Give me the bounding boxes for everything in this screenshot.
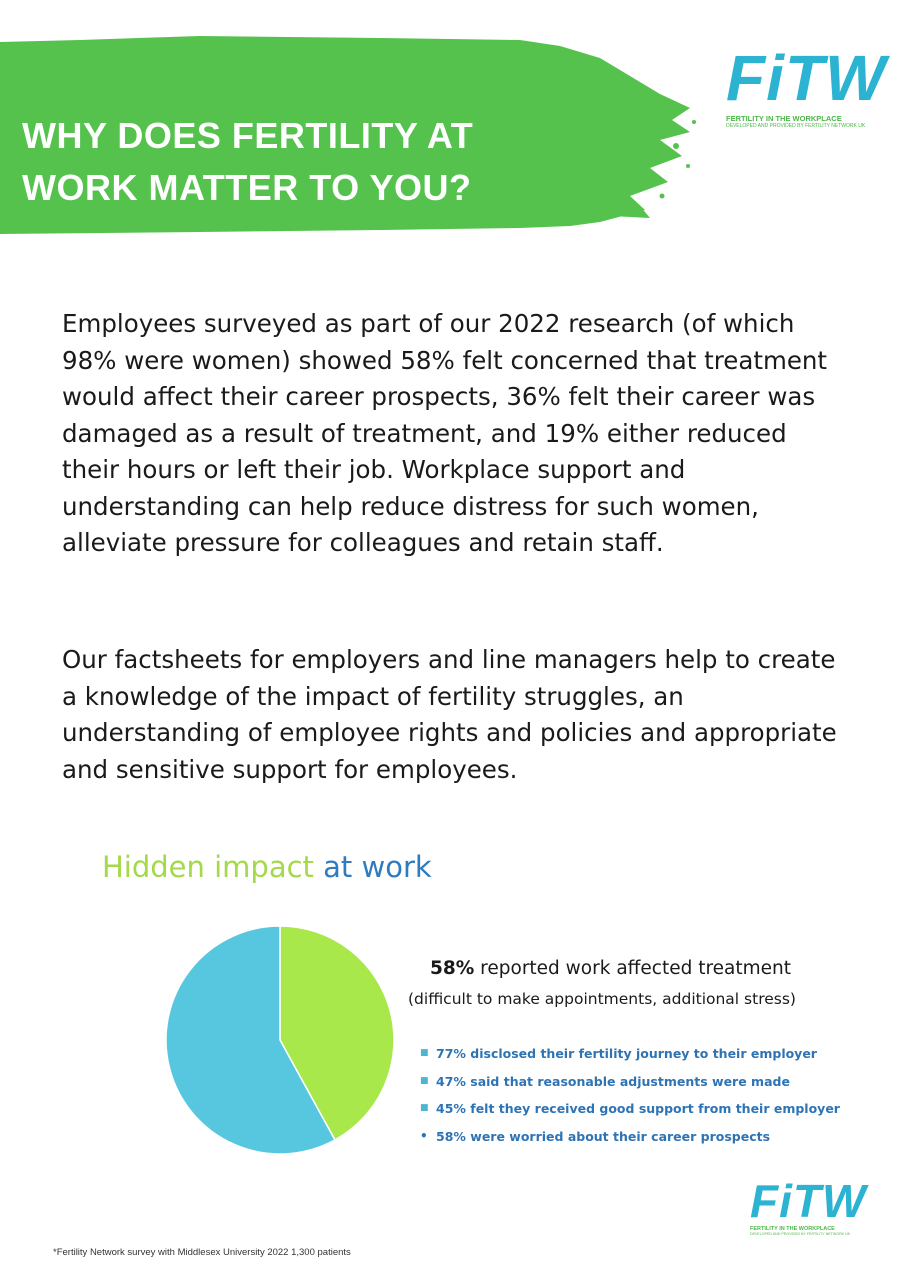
logo-subtagline: DEVELOPED AND PROVIDED BY FERTILITY NETWORK UK [726,123,866,129]
stat-bullet [420,1040,840,1068]
infographic-title [102,850,432,884]
headline-value: 58% [430,958,475,979]
square-bullet-icon: ■ [420,1103,429,1113]
logo-mark: FiTW [750,1175,867,1227]
headline-subtext: (difficult to make appointments, additional stress) [408,990,796,1008]
pie-chart [165,925,395,1155]
factsheets-paragraph: Our factsheets for employers and line managers help to create a knowledge of the impact of fertility struggles, an understanding of employee rights and policies and appropriate and sensitive support for employees. [62,645,837,784]
headline-text: reported work affected treatment [480,958,792,979]
stat-bullet-text: 45% felt they received good support from their employer [436,1101,840,1116]
stat-bullet-text: 77% disclosed their fertility journey to their employer [436,1046,817,1061]
square-bullet-icon: ■ [420,1048,429,1058]
page-title: WHY DOES FERTILITY AT WORK MATTER TO YOU? [22,115,474,208]
square-bullet-icon: ■ [420,1075,429,1086]
fitw-logo [726,42,887,129]
fitw-logo-footer [750,1175,867,1236]
infographic-title-part2: at work [323,850,432,884]
logo-tagline: FERTILITY IN THE WORKPLACE [750,1226,835,1232]
intro-paragraph: Employees surveyed as part of our 2022 research (of which 98% were women) showed 58% felt concerned that treatment would affect their career prospects, 36% felt their career was damaged as a result of treatment, and 19% either reduced their hours or left their job. Workplace support and understanding can help reduce distress for such women, alleviate pressure for colleagues and retain staff. [62,309,828,557]
stat-bullet [420,1068,840,1096]
logo-subtagline: DEVELOPED AND PROVIDED BY FERTILITY NETWORK UK [750,1232,851,1236]
stat-bullet-list [420,1040,840,1150]
header-banner [0,36,700,236]
stat-bullet-text: 58% were worried about their career prospects [436,1128,771,1144]
dot-bullet-icon: • [420,1128,428,1143]
infographic-title-part1: Hidden impact [102,850,314,884]
stat-bullet [420,1095,840,1123]
footnote: *Fertility Network survey with Middlesex University 2022 1,300 patients [53,1247,351,1258]
logo-mark: FiTW [726,42,887,114]
stat-bullet-text: 47% said that reasonable adjustments were made [436,1073,790,1089]
stat-bullet [420,1123,840,1151]
headline-stat [430,958,791,979]
logo-tagline: FERTILITY IN THE WORKPLACE [726,114,842,123]
